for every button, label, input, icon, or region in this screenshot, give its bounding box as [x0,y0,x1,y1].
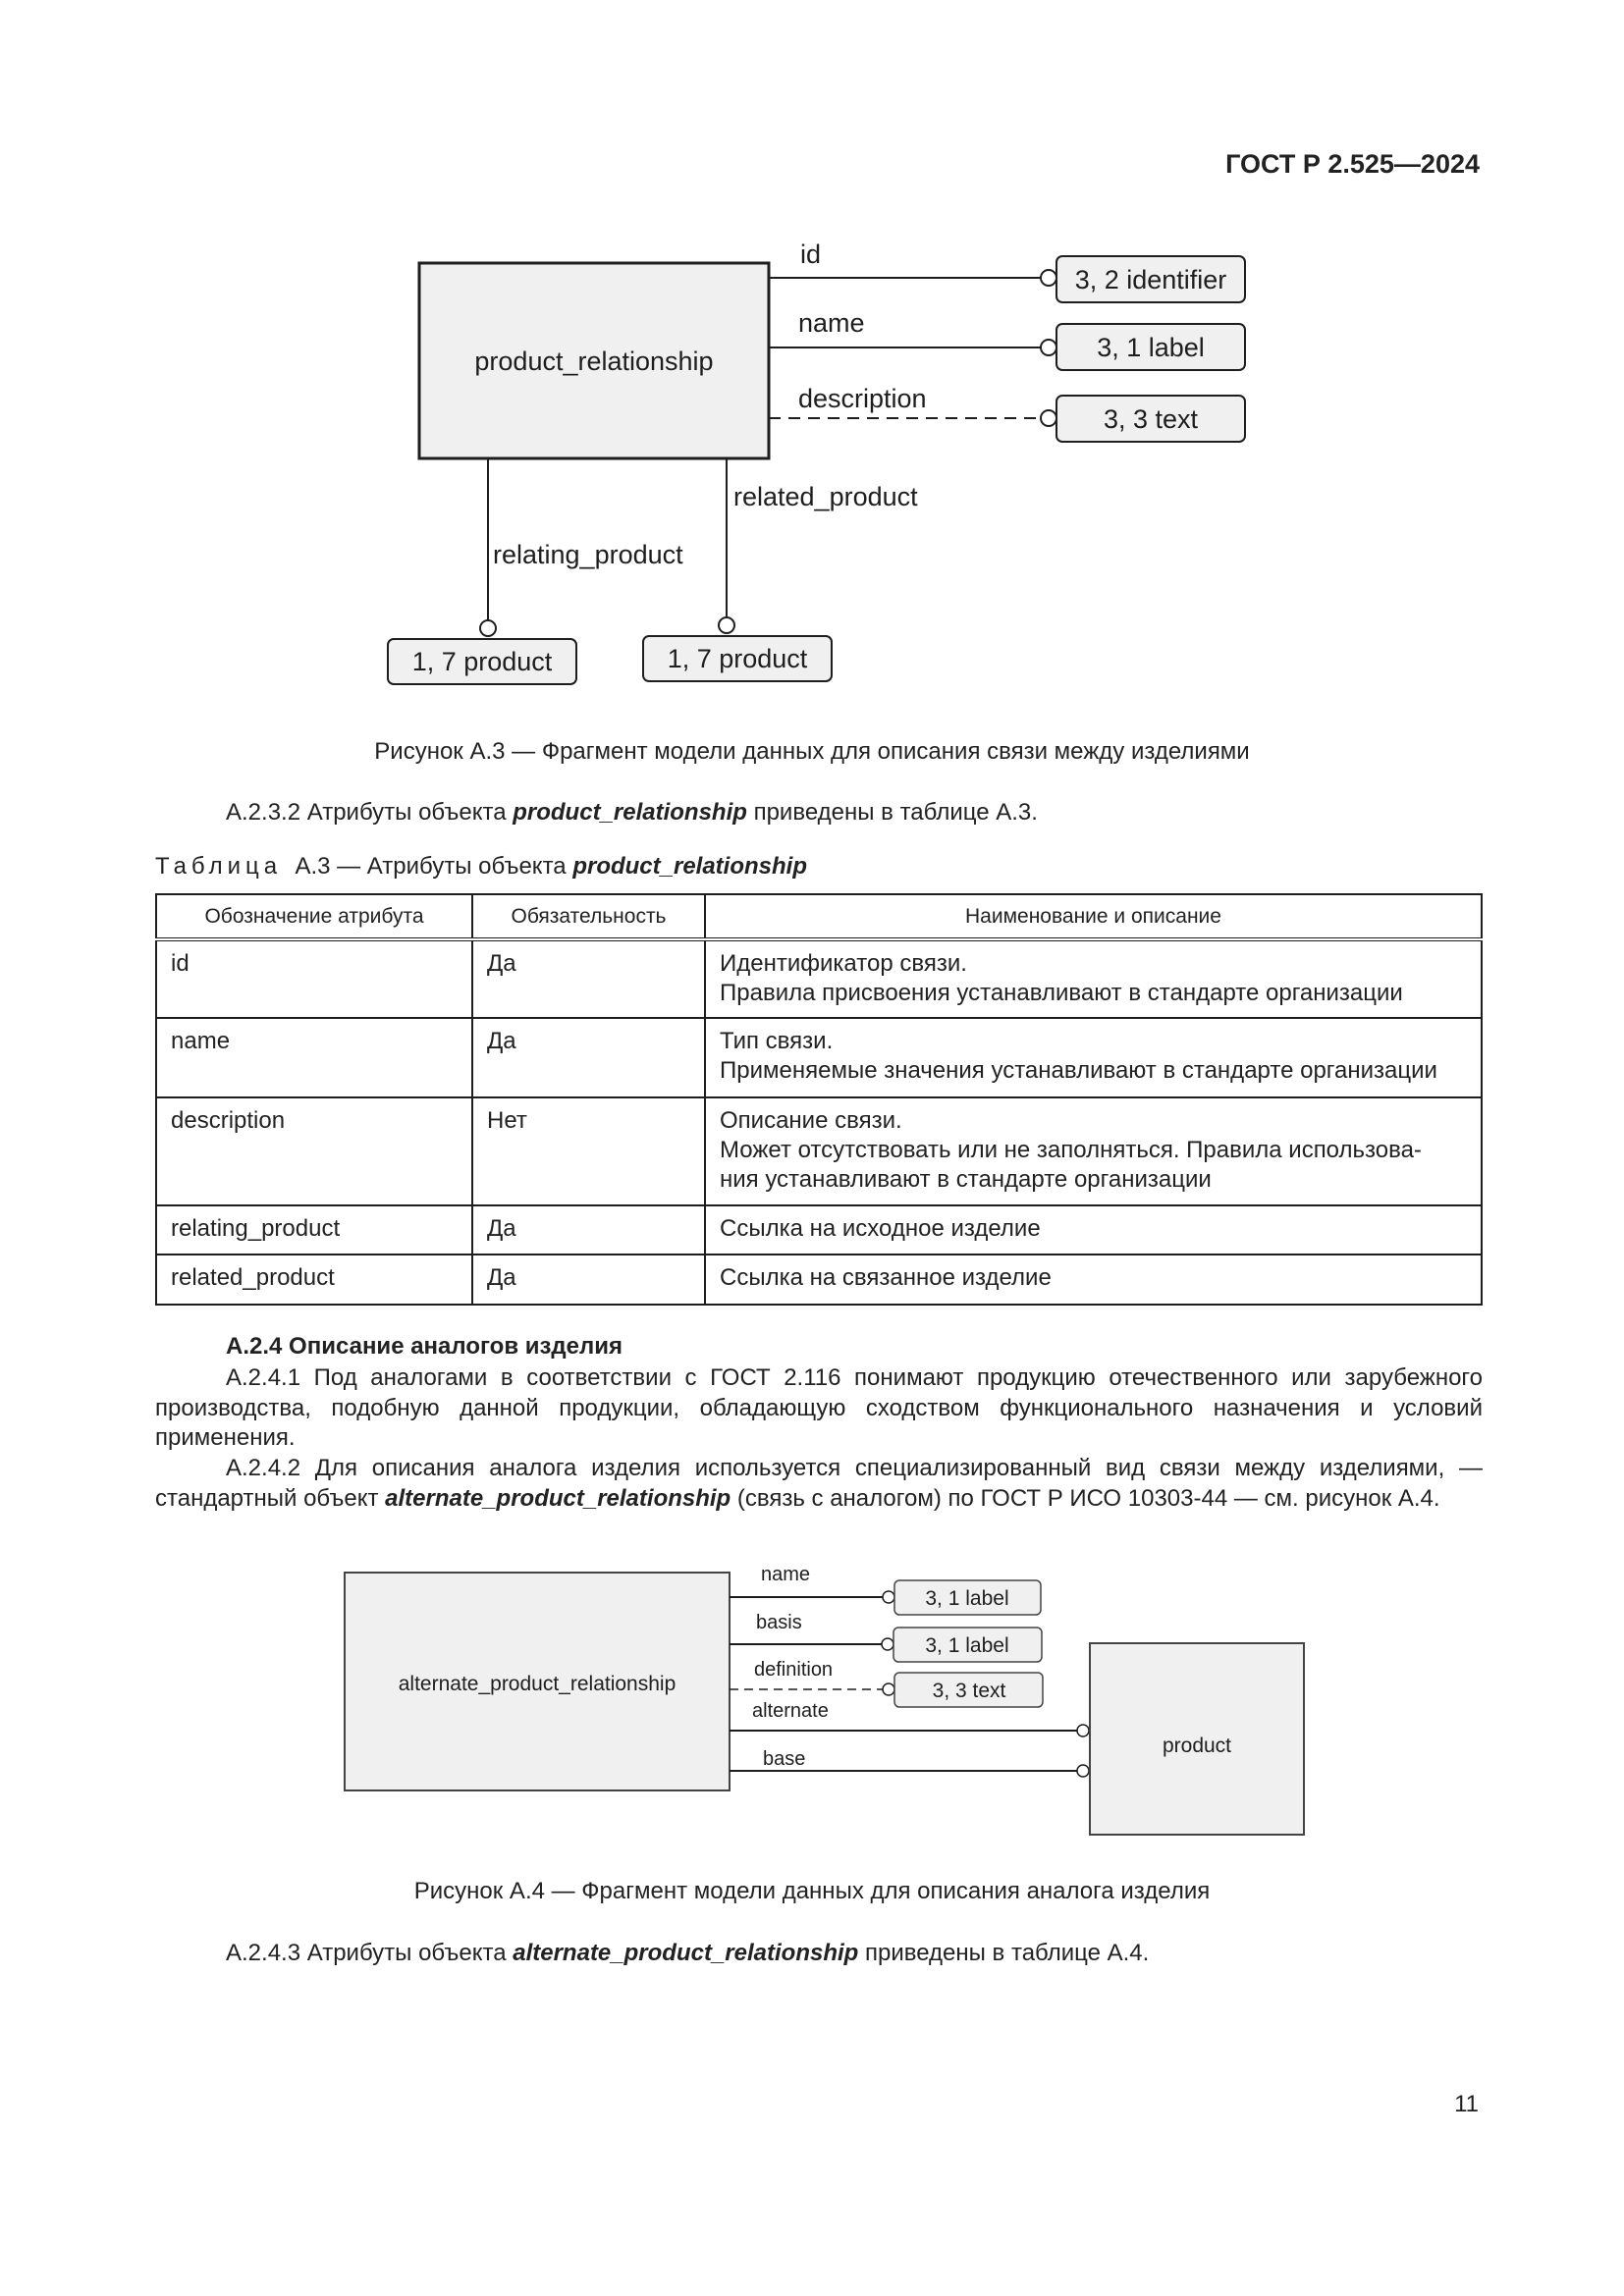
attr-cell: id [156,939,472,1018]
desc-line: Применяемые значения устанавливают в стандарте организации [720,1057,1437,1084]
optional-circle-icon [480,620,496,636]
para-text: А.2.4.2 Для описания аналога изделия используется специализированный вид связи между изделиями, — стандартный объект [155,1455,1483,1512]
optional-circle-icon [883,1591,894,1603]
figure-a4-caption: Рисунок А.4 — Фрагмент модели данных для описания аналога изделия [413,1878,1211,1904]
object-name: alternate_product_relationship [385,1484,731,1512]
table-row [156,939,1482,1018]
type-label: 1, 7 product [411,647,553,676]
type-label: 3, 1 label [925,1587,1009,1610]
figure-a4-diagram [0,1531,1624,1865]
object-name: product_relationship [513,799,747,826]
desc-line: Ссылка на связанное изделие [720,1264,1052,1291]
table-header-row [156,894,1482,939]
object-name: alternate_product_relationship [513,1940,859,1966]
paragraph-a232 [226,798,1038,828]
table-row [156,1255,1482,1305]
desc-line: Может отсутствовать или не заполняться. Правила использова- [720,1137,1422,1163]
attr-cell: name [156,1018,472,1097]
optional-circle-icon [719,617,734,633]
required-cell: Нет [472,1097,705,1205]
type-label: 3, 1 label [925,1634,1009,1657]
entity-label: product_relationship [474,347,714,376]
optional-circle-icon [1077,1765,1089,1777]
description-cell [705,1097,1482,1205]
object-name: product_relationship [572,853,807,880]
column-header: Обязательность [472,894,705,939]
optional-circle-icon [883,1683,894,1695]
attr-label-basis: basis [756,1612,802,1633]
relation-label-alternate: alternate [752,1700,829,1722]
required-cell: Да [472,939,705,1018]
column-header: Обозначение атрибута [156,894,472,939]
table-row [156,1097,1482,1205]
table-title-text: А.3 — Атрибуты объекта [282,853,573,880]
type-label: 3, 1 label [1097,333,1205,362]
attr-cell: related_product [156,1255,472,1305]
column-header: Наименование и описание [705,894,1482,939]
type-label: 3, 3 text [1103,404,1199,434]
required-cell: Да [472,1205,705,1255]
para-text: (связь с аналогом) по ГОСТ Р ИСО 10303-44 — см. рисунок А.4. [731,1484,1440,1512]
entity-label: alternate_product_relationship [398,1673,677,1695]
optional-circle-icon [1041,340,1056,355]
type-label: 3, 2 identifier [1074,265,1227,294]
relation-label-related-product: related_product [733,482,918,511]
table-a3-title [155,852,807,881]
required-cell: Да [472,1018,705,1097]
description-cell [705,1018,1482,1097]
table-a3 [155,893,1483,1306]
attr-cell: description [156,1097,472,1205]
paragraph-a243 [226,1939,1149,1968]
desc-line: Идентификатор связи. [720,950,967,977]
description-cell [705,939,1482,1018]
required-cell: Да [472,1255,705,1305]
optional-circle-icon [882,1638,893,1650]
optional-circle-icon [1041,270,1056,286]
description-cell [705,1255,1482,1305]
attr-label-description: description [798,384,927,413]
type-label: 1, 7 product [667,644,808,673]
table-label: Таблица [155,853,283,880]
desc-line: Тип связи. [720,1028,834,1054]
figure-a3-caption: Рисунок А.3 — Фрагмент модели данных для описания связи между изделиями [374,738,1250,765]
para-text: приведены в таблице А.4. [858,1940,1150,1966]
paragraph-a241: А.2.4.1 Под аналогами в соответствии с ГОСТ 2.116 понимают продукцию отечественного или зарубежного производства, подобную данной продукции, обладающую сходством функционального назначения и условий применения. [155,1364,1483,1451]
optional-circle-icon [1077,1725,1089,1736]
table-row [156,1018,1482,1097]
para-text: А.2.4.3 Атрибуты объекта [226,1940,514,1966]
attr-cell: relating_product [156,1205,472,1255]
document-header: ГОСТ Р 2.525—2024 [1225,149,1480,179]
type-label: 3, 3 text [932,1680,1006,1702]
desc-line: Ссылка на исходное изделие [720,1215,1041,1242]
description-cell [705,1205,1482,1255]
desc-line: Описание связи. [720,1107,902,1134]
paragraph-a242 [155,1454,1483,1514]
figure-a3-diagram [0,0,1624,707]
attr-label-name: name [798,308,865,338]
attr-label-name: name [761,1564,811,1585]
section-heading-a24: А.2.4 Описание аналогов изделия [226,1333,623,1360]
attr-label-definition: definition [754,1659,834,1681]
entity-label: product [1162,1735,1232,1757]
relation-label-relating-product: relating_product [493,540,683,569]
table-row [156,1205,1482,1255]
attr-label-id: id [800,240,822,269]
desc-line: Правила присвоения устанавливают в стандарте организации [720,980,1403,1006]
para-text: приведены в таблице А.3. [746,799,1038,826]
desc-line: ния устанавливают в стандарте организации [720,1166,1212,1193]
page-number: 11 [1454,2091,1479,2117]
para-text: А.2.3.2 Атрибуты объекта [226,799,514,826]
relation-label-base: base [763,1748,806,1770]
optional-circle-icon [1041,410,1056,426]
